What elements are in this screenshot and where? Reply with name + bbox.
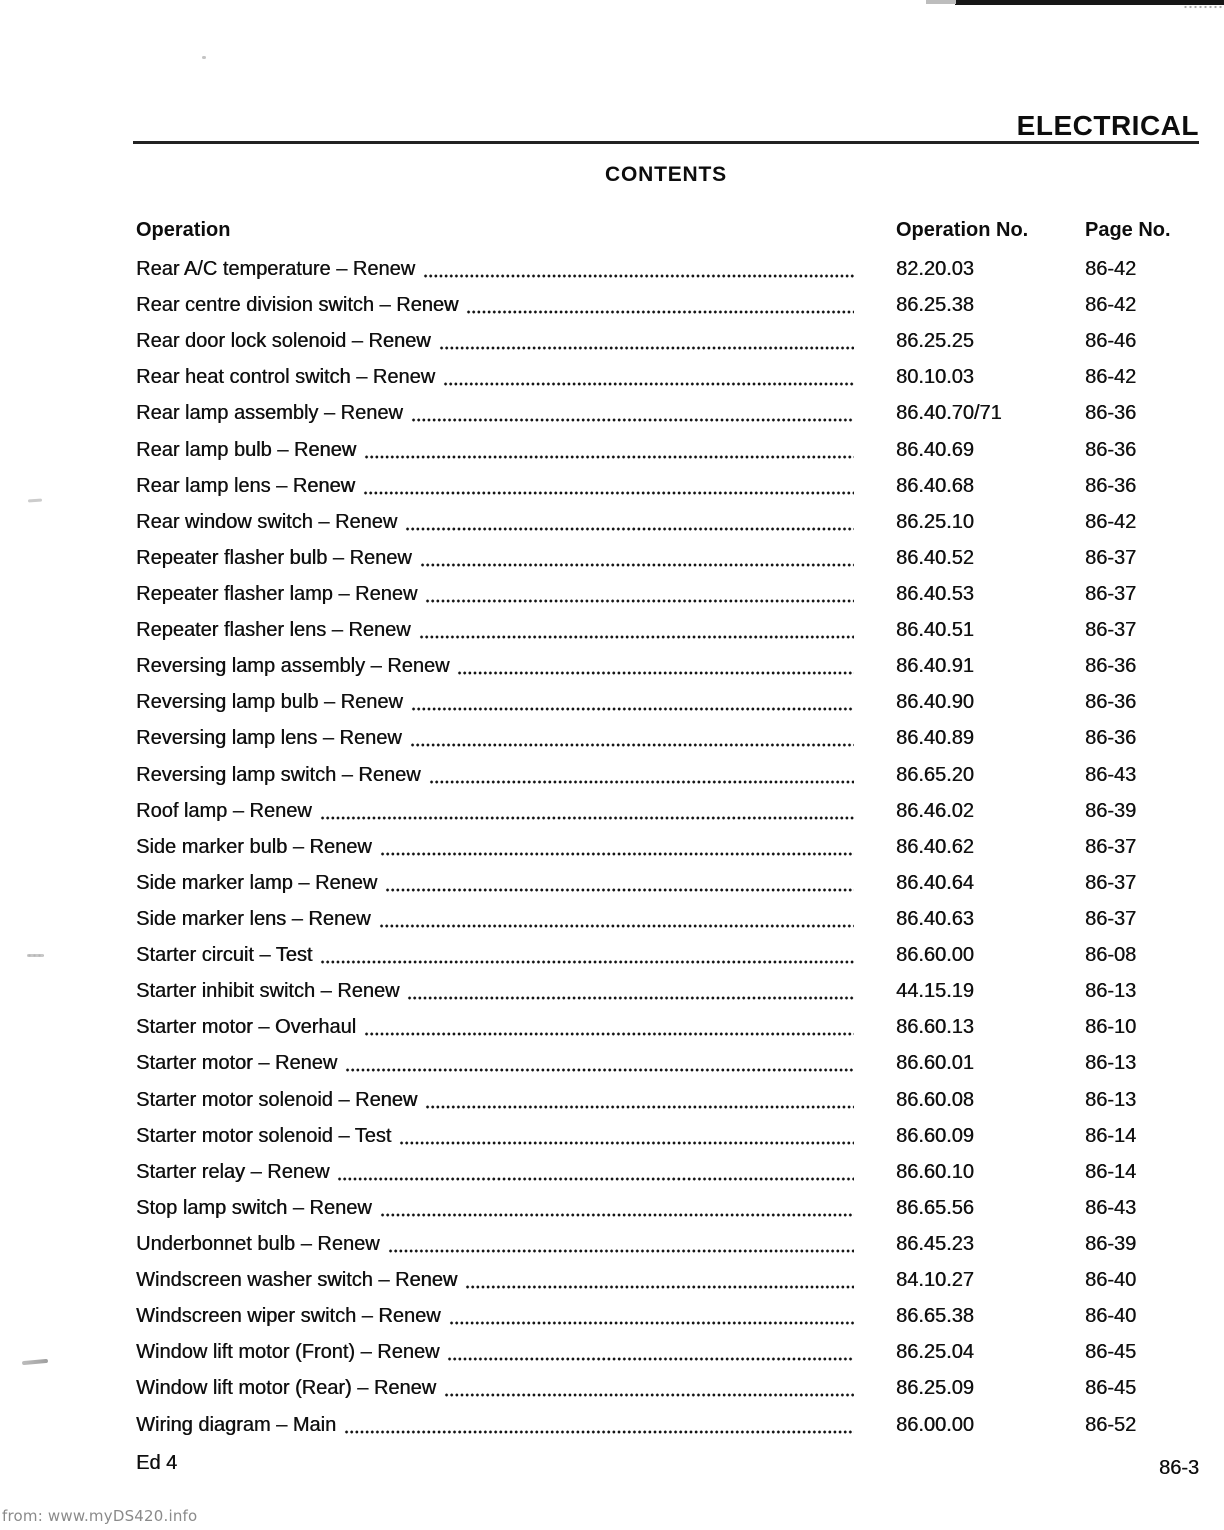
- table-row: [136, 720, 1199, 756]
- operation-label: Windscreen washer switch – Renew: [136, 1269, 458, 1292]
- dotted-leader: [411, 706, 854, 712]
- page-number: 86-36: [1085, 727, 1137, 750]
- operation-label: Window lift motor (Rear) – Renew: [136, 1377, 437, 1400]
- operation-number: 86.65.38: [896, 1305, 974, 1328]
- operation-label: Repeater flasher lens – Renew: [136, 619, 411, 642]
- table-row: [136, 1298, 1199, 1334]
- page-number: 86-43: [1085, 1196, 1137, 1219]
- operation-number: 86.40.52: [896, 546, 974, 569]
- dotted-leader: [439, 345, 854, 351]
- dotted-leader: [449, 1320, 854, 1326]
- dotted-leader: [466, 309, 854, 315]
- operation-label: Rear lamp bulb – Renew: [136, 438, 357, 461]
- dotted-leader: [337, 1176, 854, 1182]
- dotted-leader: [425, 598, 854, 604]
- page-number: 86-37: [1085, 907, 1137, 930]
- dotted-leader: [443, 381, 854, 387]
- operation-number: 86.00.00: [896, 1413, 974, 1436]
- operation-label: Rear centre division switch – Renew: [136, 294, 459, 317]
- operation-number: 86.65.56: [896, 1196, 974, 1219]
- operation-number: 44.15.19: [896, 980, 974, 1003]
- operation-label: Rear heat control switch – Renew: [136, 366, 436, 389]
- dotted-leader: [388, 1248, 854, 1254]
- dotted-leader: [364, 454, 854, 460]
- operation-number: 86.25.25: [896, 330, 974, 353]
- operation-number: 86.65.20: [896, 763, 974, 786]
- operation-label: Window lift motor (Front) – Renew: [136, 1341, 440, 1364]
- page-number: 86-42: [1085, 258, 1137, 280]
- table-row: [136, 829, 1199, 865]
- table-row: [136, 901, 1199, 937]
- operation-label: Wiring diagram – Main: [136, 1413, 337, 1436]
- table-column-headers: [136, 219, 1199, 242]
- dotted-leader: [363, 490, 854, 496]
- table-row: [136, 1226, 1199, 1262]
- table-row: [136, 1154, 1199, 1190]
- operation-label: Rear window switch – Renew: [136, 510, 398, 533]
- dotted-leader: [425, 1104, 854, 1110]
- operation-label: Starter relay – Renew: [136, 1160, 330, 1183]
- operation-label: Starter motor solenoid – Renew: [136, 1088, 418, 1111]
- page-number: 86-52: [1085, 1413, 1137, 1436]
- table-row: [136, 1009, 1199, 1045]
- page-number: 86-42: [1085, 366, 1137, 389]
- page-number: 86-13: [1085, 1052, 1137, 1075]
- dotted-leader: [419, 634, 854, 640]
- operation-label: Windscreen wiper switch – Renew: [136, 1305, 441, 1328]
- dotted-leader: [399, 1140, 854, 1146]
- operation-label: Roof lamp – Renew: [136, 799, 312, 822]
- table-row: [136, 757, 1199, 793]
- table-row: [136, 648, 1199, 684]
- table-row: [136, 576, 1199, 612]
- table-row: [136, 1370, 1199, 1406]
- operation-number: 84.10.27: [896, 1269, 974, 1292]
- table-row: [136, 612, 1199, 648]
- operation-label: Repeater flasher bulb – Renew: [136, 546, 412, 569]
- dotted-leader: [410, 742, 854, 748]
- dotted-leader: [423, 273, 854, 279]
- operation-number: 86.25.04: [896, 1341, 974, 1364]
- operation-label: Side marker bulb – Renew: [136, 835, 372, 858]
- page-number: 86-36: [1085, 438, 1137, 461]
- operation-number: 86.60.00: [896, 944, 974, 967]
- page-number: 86-39: [1085, 1232, 1137, 1255]
- operation-label: Starter motor – Renew: [136, 1052, 338, 1075]
- table-row: [136, 504, 1199, 540]
- operation-label: Reversing lamp bulb – Renew: [136, 691, 403, 714]
- operation-number: 86.60.09: [896, 1124, 974, 1147]
- operation-number: 86.25.10: [896, 510, 974, 533]
- operation-number: 86.46.02: [896, 799, 974, 822]
- scan-speck: [28, 499, 42, 503]
- operation-number: 86.40.51: [896, 619, 974, 642]
- page-number: 86-14: [1085, 1124, 1137, 1147]
- table-row: [136, 1407, 1199, 1443]
- operation-number: 86.40.63: [896, 907, 974, 930]
- operation-label: Starter motor – Overhaul: [136, 1016, 357, 1039]
- dotted-leader: [420, 562, 854, 568]
- column-header-operation: Operation: [136, 219, 231, 241]
- page-number: 86-08: [1085, 944, 1137, 967]
- table-row: [136, 395, 1199, 431]
- operation-number: 86.60.08: [896, 1088, 974, 1111]
- edition-label: Ed 4: [136, 1452, 178, 1474]
- page-number: 86-13: [1085, 980, 1137, 1003]
- page-number: 86-14: [1085, 1160, 1137, 1183]
- table-row: [136, 251, 1199, 287]
- page-number: 86-36: [1085, 402, 1137, 425]
- table-row: [136, 1118, 1199, 1154]
- table-row: [136, 973, 1199, 1009]
- operation-label: Starter inhibit switch – Renew: [136, 980, 400, 1003]
- operation-number: 86.40.91: [896, 655, 974, 678]
- page-number: 86-36: [1085, 474, 1137, 497]
- operation-label: Side marker lens – Renew: [136, 907, 371, 930]
- operation-label: Rear door lock solenoid – Renew: [136, 330, 431, 353]
- operation-label: Underbonnet bulb – Renew: [136, 1232, 380, 1255]
- scan-speck: [202, 56, 206, 59]
- operation-number: 86.25.09: [896, 1377, 974, 1400]
- operation-number: 86.40.64: [896, 871, 974, 894]
- page-number: 86-37: [1085, 871, 1137, 894]
- scan-artifact-top-dots: [1183, 5, 1224, 9]
- dotted-leader: [444, 1392, 854, 1398]
- page-number: 86-13: [1085, 1088, 1137, 1111]
- table-row: [136, 793, 1199, 829]
- dotted-leader: [344, 1429, 854, 1435]
- table-row: [136, 323, 1199, 359]
- page-number: 86-42: [1085, 294, 1137, 317]
- column-header-operation-no: Operation No.: [896, 219, 1029, 241]
- operation-number: 86.60.10: [896, 1160, 974, 1183]
- operation-number: 86.40.69: [896, 438, 974, 461]
- page-number: 86-42: [1085, 510, 1137, 533]
- dotted-leader: [447, 1356, 854, 1362]
- table-row: [136, 1190, 1199, 1226]
- operation-number: 86.40.70/71: [896, 402, 1002, 425]
- dotted-leader: [364, 1031, 854, 1037]
- dotted-leader: [411, 417, 854, 423]
- scan-speck: [27, 954, 44, 957]
- operation-number: 86.40.62: [896, 835, 974, 858]
- operation-label: Reversing lamp lens – Renew: [136, 727, 402, 750]
- page-number: 86-39: [1085, 799, 1137, 822]
- table-row: [136, 1045, 1199, 1081]
- operation-label: Rear lamp lens – Renew: [136, 474, 355, 497]
- dotted-leader: [380, 1212, 854, 1218]
- dotted-leader: [385, 887, 854, 893]
- operation-number: 86.40.68: [896, 474, 974, 497]
- source-watermark: from: www.myDS420.info: [2, 1507, 198, 1525]
- page-number: 86-36: [1085, 655, 1137, 678]
- table-row: [136, 1082, 1199, 1118]
- page-number: 86-46: [1085, 330, 1137, 353]
- contents-rows: [136, 251, 1199, 1443]
- page-number: 86-40: [1085, 1305, 1137, 1328]
- table-row: [136, 468, 1199, 504]
- table-row: [136, 1334, 1199, 1370]
- scan-speck: [22, 1359, 48, 1365]
- dotted-leader: [457, 670, 854, 676]
- contents-title: CONTENTS: [605, 163, 727, 186]
- header-rule: [133, 141, 1199, 144]
- operation-number: 86.60.13: [896, 1016, 974, 1039]
- dotted-leader: [407, 995, 854, 1001]
- section-title: ELECTRICAL: [1016, 110, 1199, 141]
- operation-number: 86.40.53: [896, 582, 974, 605]
- operation-label: Rear lamp assembly – Renew: [136, 402, 403, 425]
- operation-number: 86.40.89: [896, 727, 974, 750]
- page-number: 86-45: [1085, 1341, 1137, 1364]
- page-number: 86-45: [1085, 1377, 1137, 1400]
- operation-label: Starter motor solenoid – Test: [136, 1124, 392, 1147]
- table-row: [136, 359, 1199, 395]
- operation-label: Starter circuit – Test: [136, 944, 313, 967]
- operation-number: 86.25.38: [896, 294, 974, 317]
- table-row: [136, 865, 1199, 901]
- operation-label: Repeater flasher lamp – Renew: [136, 582, 418, 605]
- operation-label: Reversing lamp assembly – Renew: [136, 655, 450, 678]
- page-number: 86-37: [1085, 835, 1137, 858]
- page-number: 86-10: [1085, 1016, 1137, 1039]
- dotted-leader: [345, 1067, 854, 1073]
- operation-label: Side marker lamp – Renew: [136, 871, 378, 894]
- scan-artifact-top-edge-tail: [926, 0, 956, 4]
- page-number-label: 86-3: [1158, 1457, 1199, 1479]
- operation-number: 86.45.23: [896, 1232, 974, 1255]
- dotted-leader: [379, 923, 854, 929]
- column-header-page-no: Page No.: [1085, 219, 1171, 241]
- operation-number: 86.60.01: [896, 1052, 974, 1075]
- operation-number: 86.40.90: [896, 691, 974, 714]
- dotted-leader: [380, 851, 854, 857]
- dotted-leader: [320, 815, 854, 821]
- dotted-leader: [405, 526, 854, 532]
- table-row: [136, 684, 1199, 720]
- page-number: 86-37: [1085, 582, 1137, 605]
- operation-number: 80.10.03: [896, 366, 974, 389]
- page-number: 86-36: [1085, 691, 1137, 714]
- operation-number: 82.20.03: [896, 258, 974, 280]
- table-row: [136, 937, 1199, 973]
- table-row: [136, 432, 1199, 468]
- table-row: [136, 1262, 1199, 1298]
- dotted-leader: [429, 779, 854, 785]
- operation-label: Rear A/C temperature – Renew: [136, 258, 416, 280]
- operation-label: Reversing lamp switch – Renew: [136, 763, 421, 786]
- table-row: [136, 540, 1199, 576]
- page-number: 86-40: [1085, 1269, 1137, 1292]
- page-number: 86-43: [1085, 763, 1137, 786]
- operation-label: Stop lamp switch – Renew: [136, 1196, 372, 1219]
- dotted-leader: [465, 1284, 854, 1290]
- page-number: 86-37: [1085, 619, 1137, 642]
- page-number: 86-37: [1085, 546, 1137, 569]
- table-row: [136, 287, 1199, 323]
- dotted-leader: [320, 959, 854, 965]
